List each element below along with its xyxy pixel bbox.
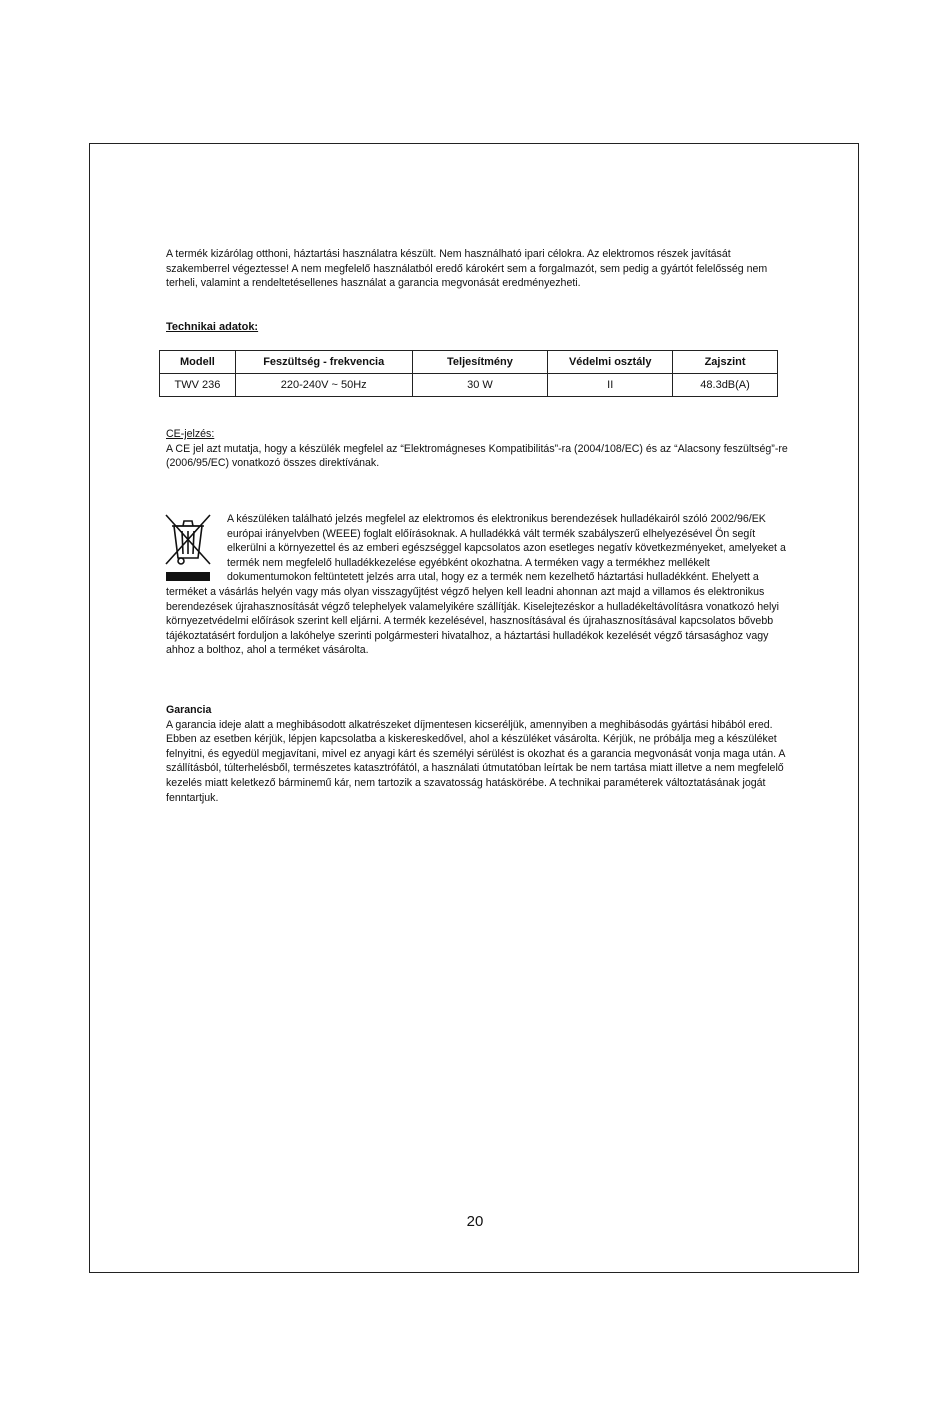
cell-model: TWV 236: [160, 374, 236, 397]
warranty-title: Garancia: [166, 704, 212, 716]
header-power: Teljesítmény: [412, 351, 548, 374]
ce-heading: CE-jelzés:: [166, 428, 215, 440]
spec-table: [159, 350, 778, 397]
tech-heading: Technikai adatok:: [166, 321, 259, 333]
ce-text: A CE jel azt mutatja, hogy a készülék megfelel az “Elektromágneses Kompatibilitás”-ra (2004/108/EC) és az “Alacsony feszültség”-re (2006/95/EC) vonatkozó összes direktívának.: [166, 442, 788, 470]
weee-text: A készüléken található jelzés megfelel az elektromos és elektronikus berendezések hulladékairól szóló 2002/96/EK európai irányelvben (WEEE) foglalt előírásoknak. A hulladékká vált termék szabályszerű elhelyezésével Ön segít elkerülni a környezettel és az emberi egészséggel kapcsolatos azon esetleges negatív következményeket, amelyeket a termék nem megfelelő hulladékkezelése egyébként okozhatna. A terméken vagy a termékhez mellékelt dokumentumokon feltüntetett jelzés arra utal, hogy ez a termék nem kezelhető háztartási hulladékként. Ehelyett a terméket a vásárlás helyén vagy más olyan visszagyűjtést végző helyen kell leadni ahonnan azt majd a villamos és elektronikus berendezések újrahasznosítását végző telephelyek valamelyikére szállítják. Kiselejtezéskor a hulladékeltávolításra vonatkozó helyi környezetvédelmi előírások szerint kell eljárni. A termék kezelésével, hasznosításával és újrahasznosításával kapcsolatos bővebb tájékoztatásért forduljon a lakóhelye szerinti polgármesteri hivatalhoz, a háztartási hulladékok kezelését végző társasághoz vagy ahhoz a bolthoz, ahol a terméket vásárolta.: [166, 513, 786, 657]
warranty-section: [166, 703, 792, 805]
intro-paragraph: A termék kizárólag otthoni, háztartási használatra készült. Nem használható ipari célokra. Az elektromos részek javítását szakemberrel végeztesse! A nem megfelelő használatból eredő károkért sem a forgalmazót, sem pedig a gyártót felelősség nem terheli, valamint a rendeltetésellenes használat a garancia megvonását eredményezheti.: [166, 248, 768, 290]
crossed-out-wheelie-bin-icon: [164, 512, 212, 582]
weee-section: [166, 512, 792, 658]
header-noise: Zajszint: [673, 351, 778, 374]
page-number: 20: [466, 1213, 484, 1230]
header-model: Modell: [160, 351, 236, 374]
cell-noise: 48.3dB(A): [673, 374, 778, 397]
spec-header-row: [160, 351, 778, 374]
header-voltage: Feszültség - frekvencia: [235, 351, 412, 374]
header-protection: Védelmi osztály: [548, 351, 673, 374]
cell-protection: II: [548, 374, 673, 397]
warranty-text: A garancia ideje alatt a meghibásodott alkatrészeket díjmentesen kicseréljük, amennyiben a meghibásodás gyártási hibából ered. Ebben az esetben kérjük, lépjen kapcsolatba a kiskereskedővel, ahol a készüléket vásárolta. Kérjük, ne próbálja meg a készüléket felnyitni, és egyedül megjavítani, mivel ez anyagi kárt és személyi sérülést is okozhat és a garancia megvonását vonja maga után. A szállításból, túlterhelésből, természetes katasztrófától, a használati útmutatóban leírtak be nem tartása miatt illetve a nem megfelelő kezelés miatt keletkező bárminemű kár, nem tartozik a szavatosság hatáskörébe. A technikai paraméterek változtatásának jogát fenntartjuk.: [166, 718, 785, 804]
cell-power: 30 W: [412, 374, 548, 397]
spec-data-row: [160, 374, 778, 397]
ce-section: [166, 427, 792, 471]
cell-voltage: 220-240V ~ 50Hz: [235, 374, 412, 397]
